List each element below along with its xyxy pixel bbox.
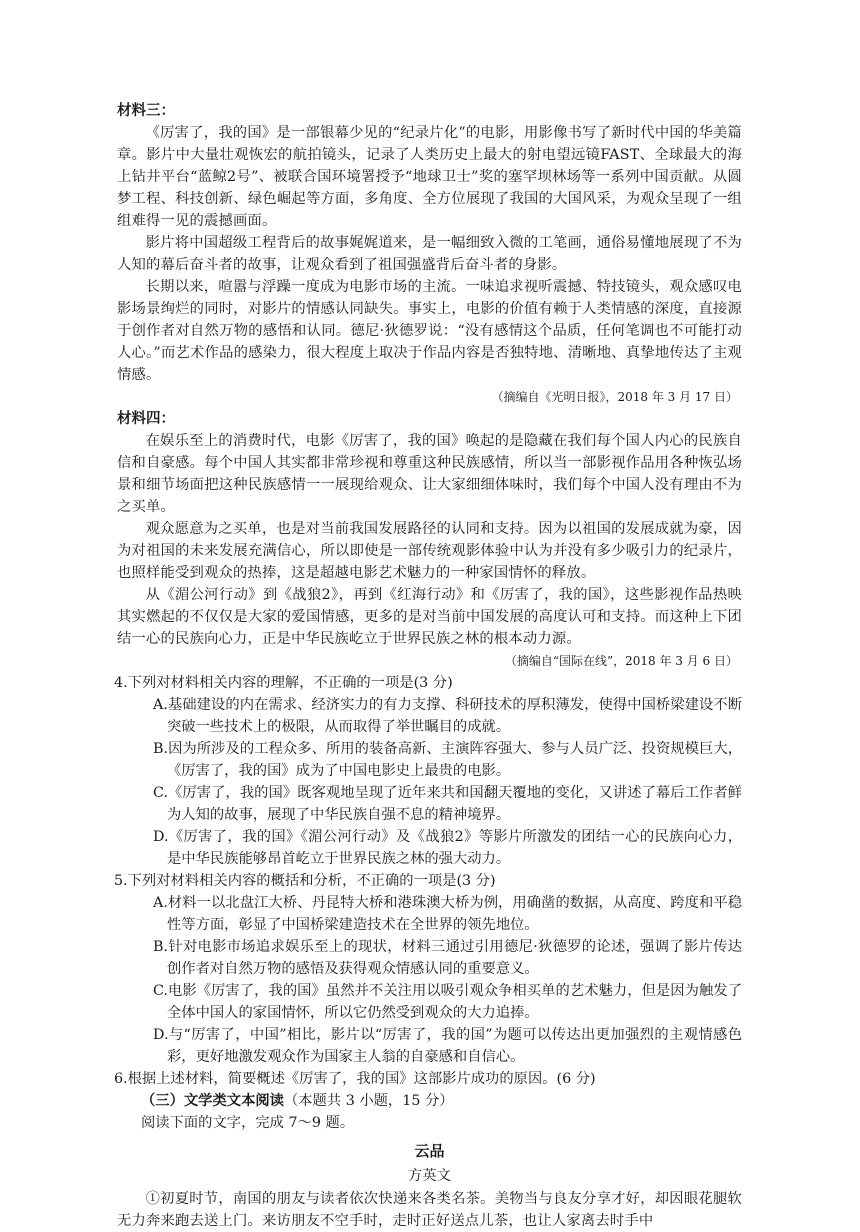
question-5-option-a: A.材料一以北盘江大桥、丹昆特大桥和港珠澳大桥为例，用确凿的数据，从高度、跨度和平稳性等方面，彰显了中国桥梁建造技术在全世界的领先地位。 xyxy=(153,895,742,933)
article-paragraph-1: ①初夏时节，南国的朋友与读者依次快递来各类名茶。美物当与良友分享才好，却因眼花腿软无力奔来跑去送上门。来访朋友不空手时，走时正好送点儿茶，也让人家离去时手中 xyxy=(117,1191,742,1229)
question-6-stem: 6.根据上述材料，简要概述《厉害了，我的国》这部影片成功的原因。(6 分) xyxy=(114,1071,596,1087)
section-title: （三）文学类文本阅读 xyxy=(141,1093,284,1109)
article-title: 云品 xyxy=(414,1142,445,1160)
material3-paragraph-1: 《厉害了，我的国》是一部银幕少见的“纪录片化”的电影，用影像书写了新时代中国的华美篇章。影片中大量壮观恢宏的航拍镜头，记录了人类历史上最大的射电望远镜FAST、全球最大的海上钻井平台“蓝鲸2号”、被联合国环境署授予“地球卫士”奖的塞罕坝林场等一系列中国贡献。从圆梦工程、科技创新、绿色崛起等方面，多角度、全方位展现了我国的大国风采，为观众呈现了一组组难得一见的震撼画面。 xyxy=(117,125,742,229)
material3-source: （摘编自《光明日报》，2018 年 3 月 17 日） xyxy=(491,390,738,404)
question-4-option-c: C.《厉害了，我的国》既客观地呈现了近年来共和国翻天覆地的变化，又讲述了幕后工作者鲜为人知的故事，展现了中华民族自强不息的精神境界。 xyxy=(153,785,742,823)
question-4-stem: 4.下列对材料相关内容的理解，不正确的一项是(3 分) xyxy=(114,675,453,691)
question-4-option-b: B.因为所涉及的工程众多、所用的装备高新、主演阵容强大、参与人员广泛、投资规模巨大，《厉害了，我的国》成为了中国电影史上最贵的电影。 xyxy=(153,741,742,779)
question-5-option-c: C.电影《厉害了，我的国》虽然并不关注用以吸引观众争相买单的艺术魅力，但是因为触发了全体中国人的家国情怀，所以它仍然受到观众的大力追捧。 xyxy=(153,983,742,1021)
question-4-option-a: A.基础建设的内在需求、经济实力的有力支撑、科研技术的厚积薄发，使得中国桥梁建设不断突破一些技术上的极限，从而取得了举世瞩目的成就。 xyxy=(153,697,742,735)
question-5-option-b: B.针对电影市场追求娱乐至上的现状，材料三通过引用德尼·狄德罗的论述，强调了影片传达创作者对自然万物的感悟及获得观众情感认同的重要意义。 xyxy=(153,939,742,977)
material4-paragraph-2: 观众愿意为之买单，也是对当前我国发展路径的认同和支持。因为以祖国的发展成就为豪，因为对祖国的未来发展充满信心，所以即使是一部传统观影体验中认为并没有多少吸引力的纪录片，也照样能受到观众的热捧，这是超越电影艺术魅力的一种家国情怀的释放。 xyxy=(117,521,742,581)
material4-heading: 材料四： xyxy=(117,411,175,427)
article-author: 方英文 xyxy=(408,1168,451,1184)
exam-page xyxy=(114,100,742,1232)
question-4-option-d: D.《厉害了，我的国》《湄公河行动》及《战狼2》等影片所激发的团结一心的民族向心力，是中华民族能够昂首屹立于世界民族之林的强大动力。 xyxy=(153,829,742,867)
material3-paragraph-3: 长期以来，喧嚣与浮躁一度成为电影市场的主流。一味追求视听震撼、特技镜头，观众感叹电影场景绚烂的同时，对影片的情感认同缺失。事实上，电影的价值有赖于人类情感的深度，直接源于创作者对自然万物的感悟和认同。德尼·狄德罗说：“没有感情这个品质，任何笔调也不可能打动人心。”而艺术作品的感染力，很大程度上取决于作品内容是否独特地、清晰地、真挚地传达了主观情感。 xyxy=(117,279,742,383)
section-heading xyxy=(141,1090,742,1112)
material4-paragraph-3: 从《湄公河行动》到《战狼2》，再到《红海行动》和《厉害了，我的国》，这些影视作品热映其实燃起的不仅仅是大家的爱国情感，更多的是对当前中国发展的高度认可和支持。而这种上下团结一心的民族向心力，正是中华民族屹立于世界民族之林的根本动力源。 xyxy=(117,587,742,647)
material4-source: （摘编自“国际在线”，2018 年 3 月 6 日） xyxy=(504,654,738,668)
question-5-option-d: D.与“厉害了，中国”相比，影片以“厉害了，我的国”为题可以传达出更加强烈的主观情感色彩，更好地激发观众作为国家主人翁的自豪感和自信心。 xyxy=(153,1027,742,1065)
material4-paragraph-1: 在娱乐至上的消费时代，电影《厉害了，我的国》唤起的是隐藏在我们每个国人内心的民族自信和自豪感。每个中国人其实都非常珍视和尊重这种民族感情，所以当一部影视作品用各种恢弘场景和细节场面把这种民族感情一一展现给观众、让大家细细体味时，我们每个中国人没有理由不为之买单。 xyxy=(117,433,742,515)
section-note: （本题共 3 小题，15 分） xyxy=(283,1093,454,1109)
material3-heading: 材料三： xyxy=(117,103,175,119)
section-instruction: 阅读下面的文字，完成 7～9 题。 xyxy=(141,1115,355,1131)
material3-paragraph-2: 影片将中国超级工程背后的故事娓娓道来，是一幅细致入微的工笔画，通俗易懂地展现了不为人知的幕后奋斗者的故事，让观众看到了祖国强盛背后奋斗者的身影。 xyxy=(117,235,742,273)
question-5-stem: 5.下列对材料相关内容的概括和分析，不正确的一项是(3 分) xyxy=(114,873,496,889)
